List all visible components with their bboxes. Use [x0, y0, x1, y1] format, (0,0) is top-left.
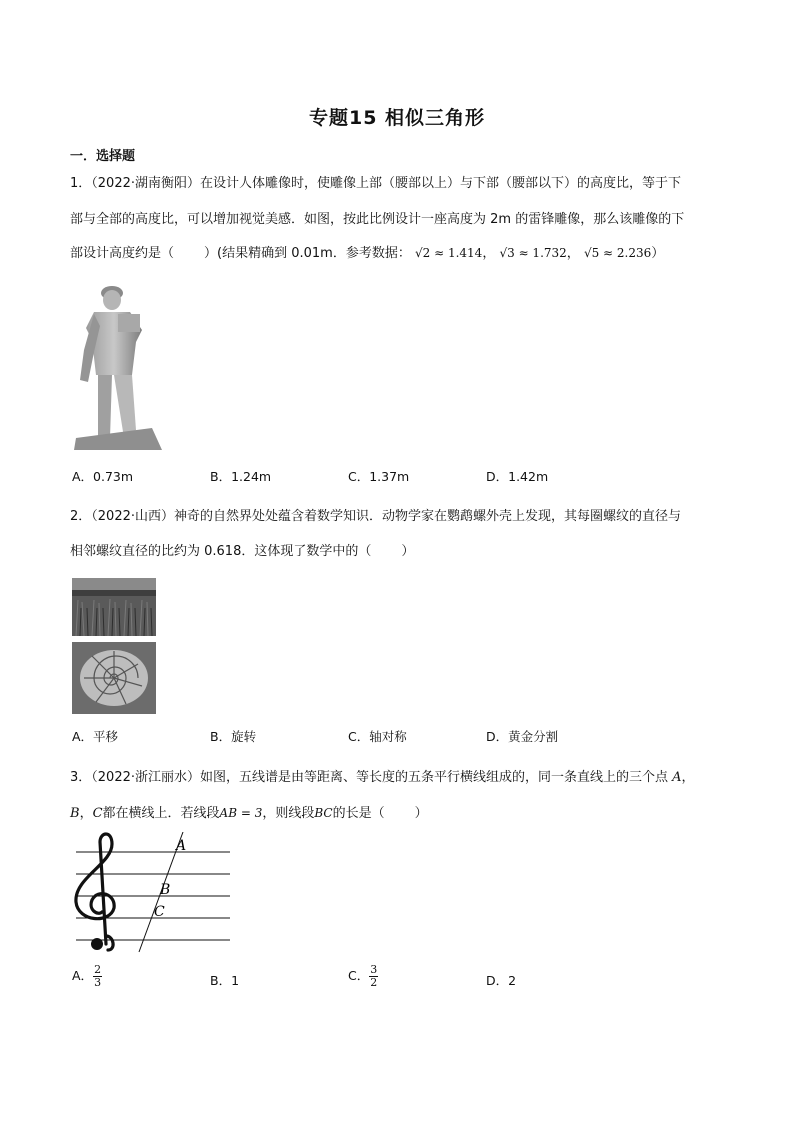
q1-sqrt3: √3 ≈ 1.732 — [499, 246, 567, 260]
q3-line1 — [70, 770, 695, 786]
music-staff-figure — [70, 832, 235, 954]
q1-line3-a: 部设计高度约是（ — [70, 246, 175, 261]
q3-option-a-num: 2 — [94, 963, 102, 976]
q2-option-b: B．旋转 — [210, 729, 257, 744]
q3-option-a-prefix: A． — [72, 968, 94, 983]
q1-line2: 部与全部的高度比，可以增加视觉美感．如图，按此比例设计一座高度为 2m 的雷锋雕像，那么该雕像的下 — [70, 212, 685, 227]
q1-sqrt5: √5 ≈ 2.236 — [583, 246, 652, 260]
q3-line2-a: 都在横线上．若线段 — [102, 806, 220, 821]
q3-ab-eq: AB = 3 — [219, 806, 263, 820]
page-title: 专题15 相似三角形 — [308, 107, 486, 129]
q3-comma-1: ， — [681, 770, 695, 785]
q3-option-c-den: 2 — [370, 976, 378, 989]
q2-option-a: A．平移 — [72, 729, 119, 744]
q1-close: ） — [651, 246, 665, 261]
staff-label-b: B — [160, 882, 171, 898]
q3-line1-text: 3．（2022·浙江丽水）如图，五线谱是由等距离、等长度的五条平行横线组成的，同一条直线上的三个点 — [70, 770, 673, 785]
staff-label-a: A — [176, 838, 187, 854]
q3-option-c-fraction — [369, 964, 378, 989]
q1-sep-1: ， — [482, 246, 496, 261]
nautilus-shell-image — [72, 642, 156, 714]
q1-option-a: A．0.73m — [72, 469, 134, 484]
grass-image — [72, 578, 156, 636]
q3-comma-2: ， — [79, 806, 93, 821]
q2-line2 — [70, 544, 414, 560]
q3-close: ） — [414, 806, 428, 821]
q1-option-c: C．1.37m — [348, 469, 410, 484]
q1-sqrt2: √2 ≈ 1.414 — [414, 246, 483, 260]
q3-option-c-num: 3 — [370, 963, 378, 976]
q2-line2-text: 相邻螺纹直径的比约为 0.618．这体现了数学中的（ — [70, 544, 372, 559]
staff-label-c: C — [154, 904, 165, 920]
q1-line3-b: ）(结果精确到 0.01m．参考数据： — [204, 246, 411, 261]
q3-option-c-prefix: C． — [348, 968, 370, 983]
statue-image — [72, 280, 164, 450]
q2-line1: 2．（2022·山西）神奇的自然界处处蕴含着数学知识．动物学家在鹦鹉螺外壳上发现，其每圈螺纹的直径与 — [70, 509, 681, 524]
section-heading: 一．选择题 — [70, 149, 136, 164]
q1-option-b: B．1.24m — [210, 469, 272, 484]
q1-line1: 1．（2022·湖南衡阳）在设计人体雕像时，使雕像上部（腰部以上）与下部（腰部以下）的高度比，等于下 — [70, 176, 681, 191]
q3-line2 — [70, 805, 428, 822]
q3-option-a-den: 3 — [94, 976, 102, 989]
q3-line2-b: ，则线段 — [262, 806, 315, 821]
q2-option-c: C．轴对称 — [348, 729, 407, 744]
q3-line2-c: 的长是（ — [332, 806, 385, 821]
q2-option-d: D．黄金分割 — [486, 729, 559, 744]
q3-point-a: A — [672, 770, 682, 785]
q3-option-d: D．2 — [486, 973, 517, 988]
q2-close: ） — [401, 544, 415, 559]
q3-option-a — [72, 964, 102, 989]
q3-bc: BC — [314, 806, 333, 820]
q3-option-b: B．1 — [210, 973, 240, 988]
q1-sep-2: ， — [566, 246, 580, 261]
q1-option-d: D．1.42m — [486, 469, 549, 484]
q1-line3 — [70, 245, 664, 262]
q3-option-a-fraction — [93, 964, 102, 989]
q3-point-c: C — [92, 806, 103, 821]
q3-option-c — [348, 964, 378, 989]
q3-point-b: B — [70, 806, 80, 821]
